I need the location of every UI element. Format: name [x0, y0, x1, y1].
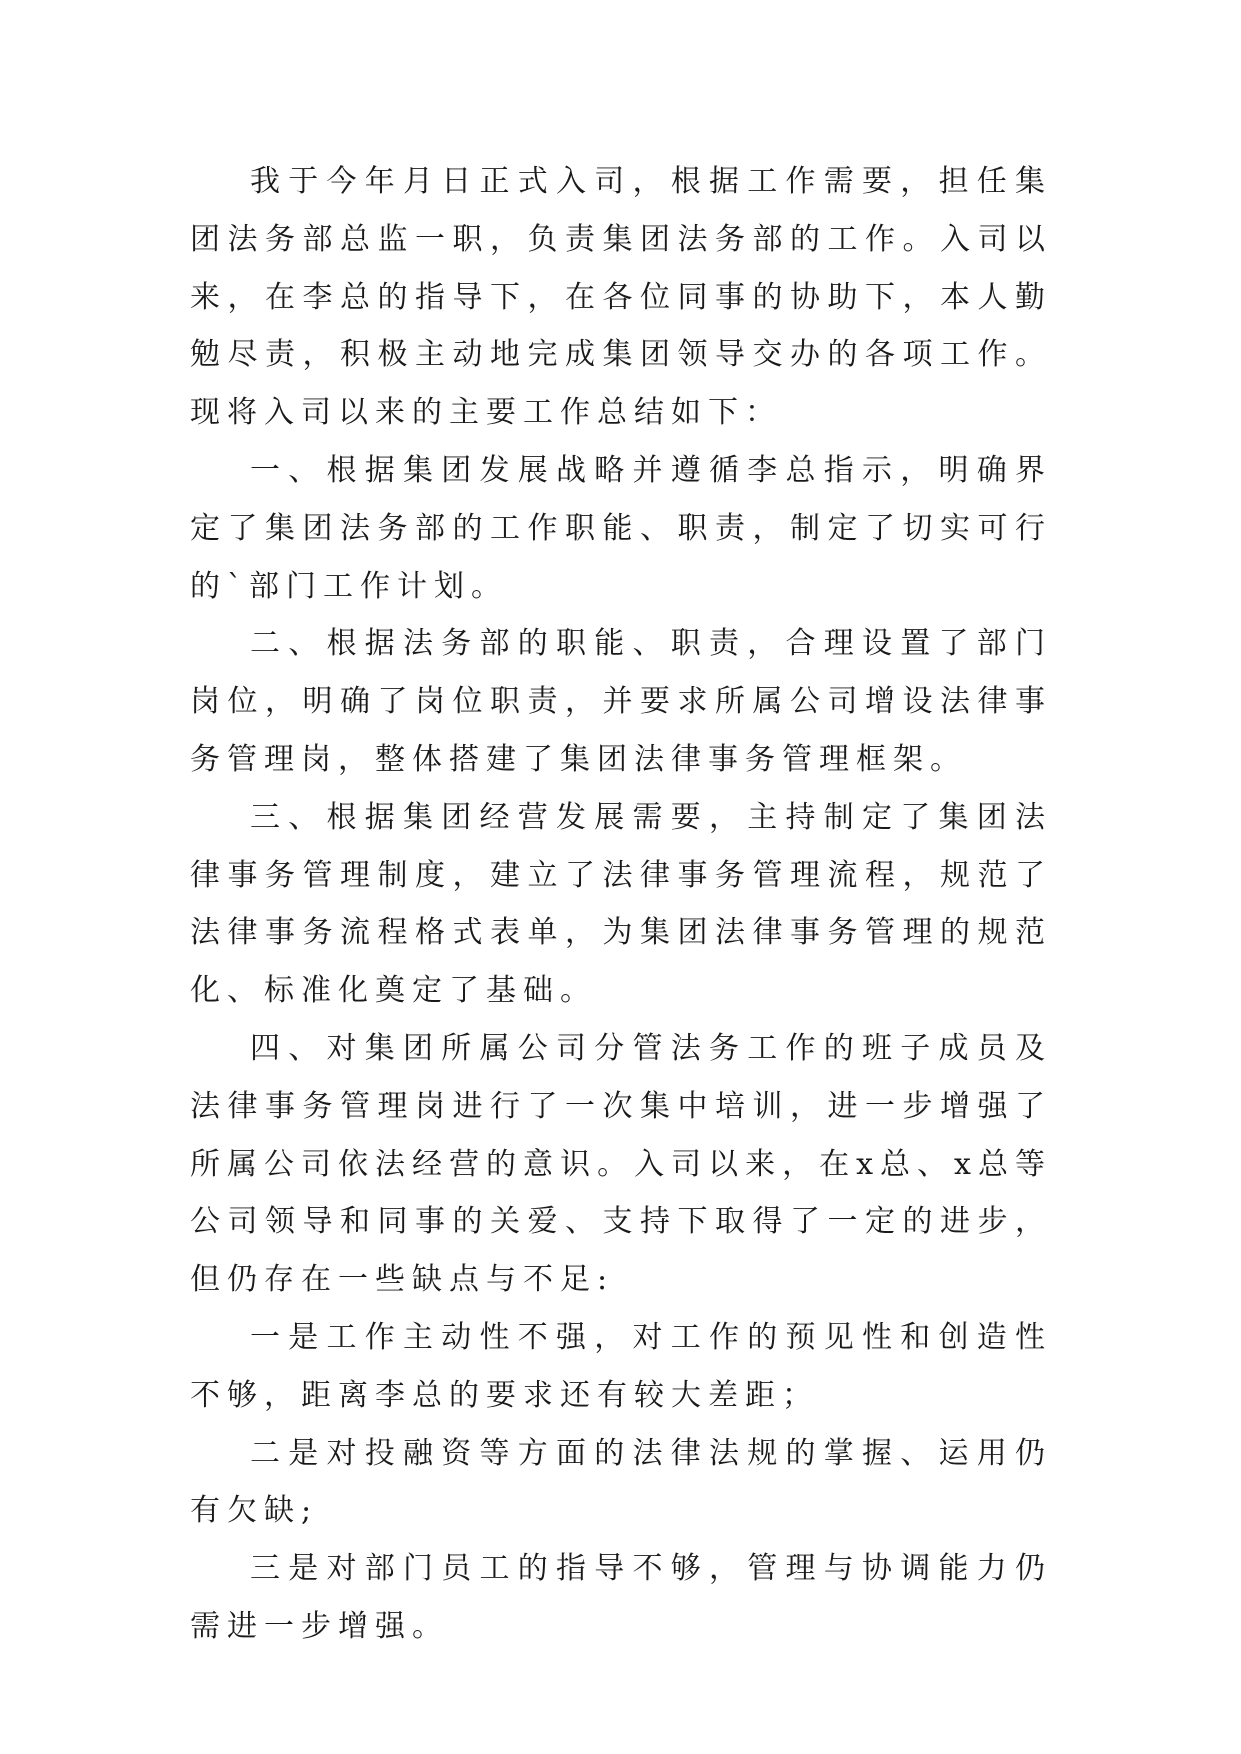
paragraph-item-1: 一、根据集团发展战略并遵循李总指示，明确界定了集团法务部的工作职能、职责，制定了切实可行的`部门工作计划。	[190, 452, 1052, 604]
paragraph-intro: 我于今年月日正式入司，根据工作需要，担任集团法务部总监一职，负责集团法务部的工作。入司以来，在李总的指导下，在各位同事的协助下，本人勤勉尽责，积极主动地完成集团领导交办的各项工作。现将入司以来的主要工作总结如下：	[190, 164, 1052, 431]
paragraph-item-4: 四、对集团所属公司分管法务工作的班子成员及法律事务管理岗进行了一次集中培训，进一步增强了所属公司依法经营的意识。入司以来，在x总、x总等公司领导和同事的关爱、支持下取得了一定的进步，但仍存在一些缺点与不足:	[190, 1030, 1052, 1298]
paragraph-shortcoming-3: 三是对部门员工的指导不够，管理与协调能力仍需进一步增强。	[190, 1551, 1052, 1644]
paragraph-item-3: 三、根据集团经营发展需要，主持制定了集团法律事务管理制度，建立了法律事务管理流程，规范了法律事务流程格式表单，为集团法律事务管理的规范化、标准化奠定了基础。	[190, 799, 1052, 1009]
paragraph-shortcoming-1: 一是工作主动性不强，对工作的预见性和创造性不够，距离李总的要求还有较大差距；	[190, 1319, 1052, 1413]
document-body	[190, 153, 1052, 1656]
paragraph-shortcoming-2: 二是对投融资等方面的法律法规的掌握、运用仍有欠缺;	[190, 1435, 1052, 1529]
paragraph-item-2: 二、根据法务部的职能、职责，合理设置了部门岗位，明确了岗位职责，并要求所属公司增设法律事务管理岗，整体搭建了集团法律事务管理框架。	[190, 626, 1052, 777]
